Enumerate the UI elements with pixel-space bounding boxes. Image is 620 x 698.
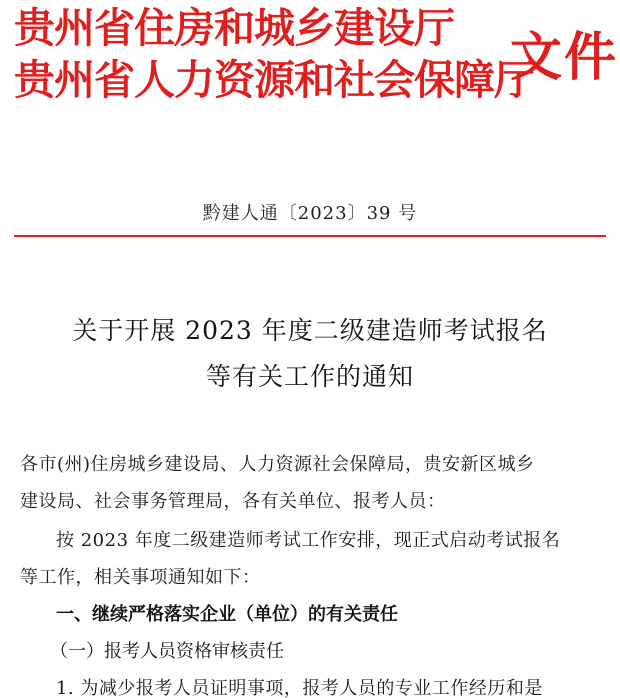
salutation-line-1: 各市(州)住房城乡建设局、人力资源社会保障局，贵安新区城乡 bbox=[20, 454, 535, 475]
title-line-2: 等有关工作的通知 bbox=[205, 362, 414, 391]
notice-title bbox=[0, 308, 620, 400]
intro-paragraph-line-2: 等工作，相关事项通知如下： bbox=[20, 567, 261, 588]
document-type-label: 文件 bbox=[510, 27, 619, 88]
intro-paragraph-line-1: 按 2023 年度二级建造师考试工作安排，现正式启动考试报名 bbox=[56, 530, 561, 551]
issuer-name-hr-department: 贵州省人力资源和社会保障厅 bbox=[14, 56, 534, 104]
red-divider-line bbox=[14, 235, 606, 237]
document-number: 黔建人通〔2023〕39 号 bbox=[202, 203, 418, 224]
subsection-heading-1: （一）报考人员资格审核责任 bbox=[50, 641, 284, 662]
list-item-1-text: 1. 为减少报考人员证明事项，报考人员的专业工作经历和是 bbox=[56, 678, 543, 698]
salutation-line-2: 建设局、社会事务管理局，各有关单位、报考人员： bbox=[20, 491, 446, 512]
section-heading-1: 一、继续严格落实企业（单位）的有关责任 bbox=[56, 604, 398, 625]
issuer-name-housing-department: 贵州省住房和城乡建设厅 bbox=[14, 4, 454, 52]
title-line-1: 关于开展 2023 年度二级建造师考试报名 bbox=[72, 316, 548, 345]
red-letterhead bbox=[14, 4, 619, 114]
